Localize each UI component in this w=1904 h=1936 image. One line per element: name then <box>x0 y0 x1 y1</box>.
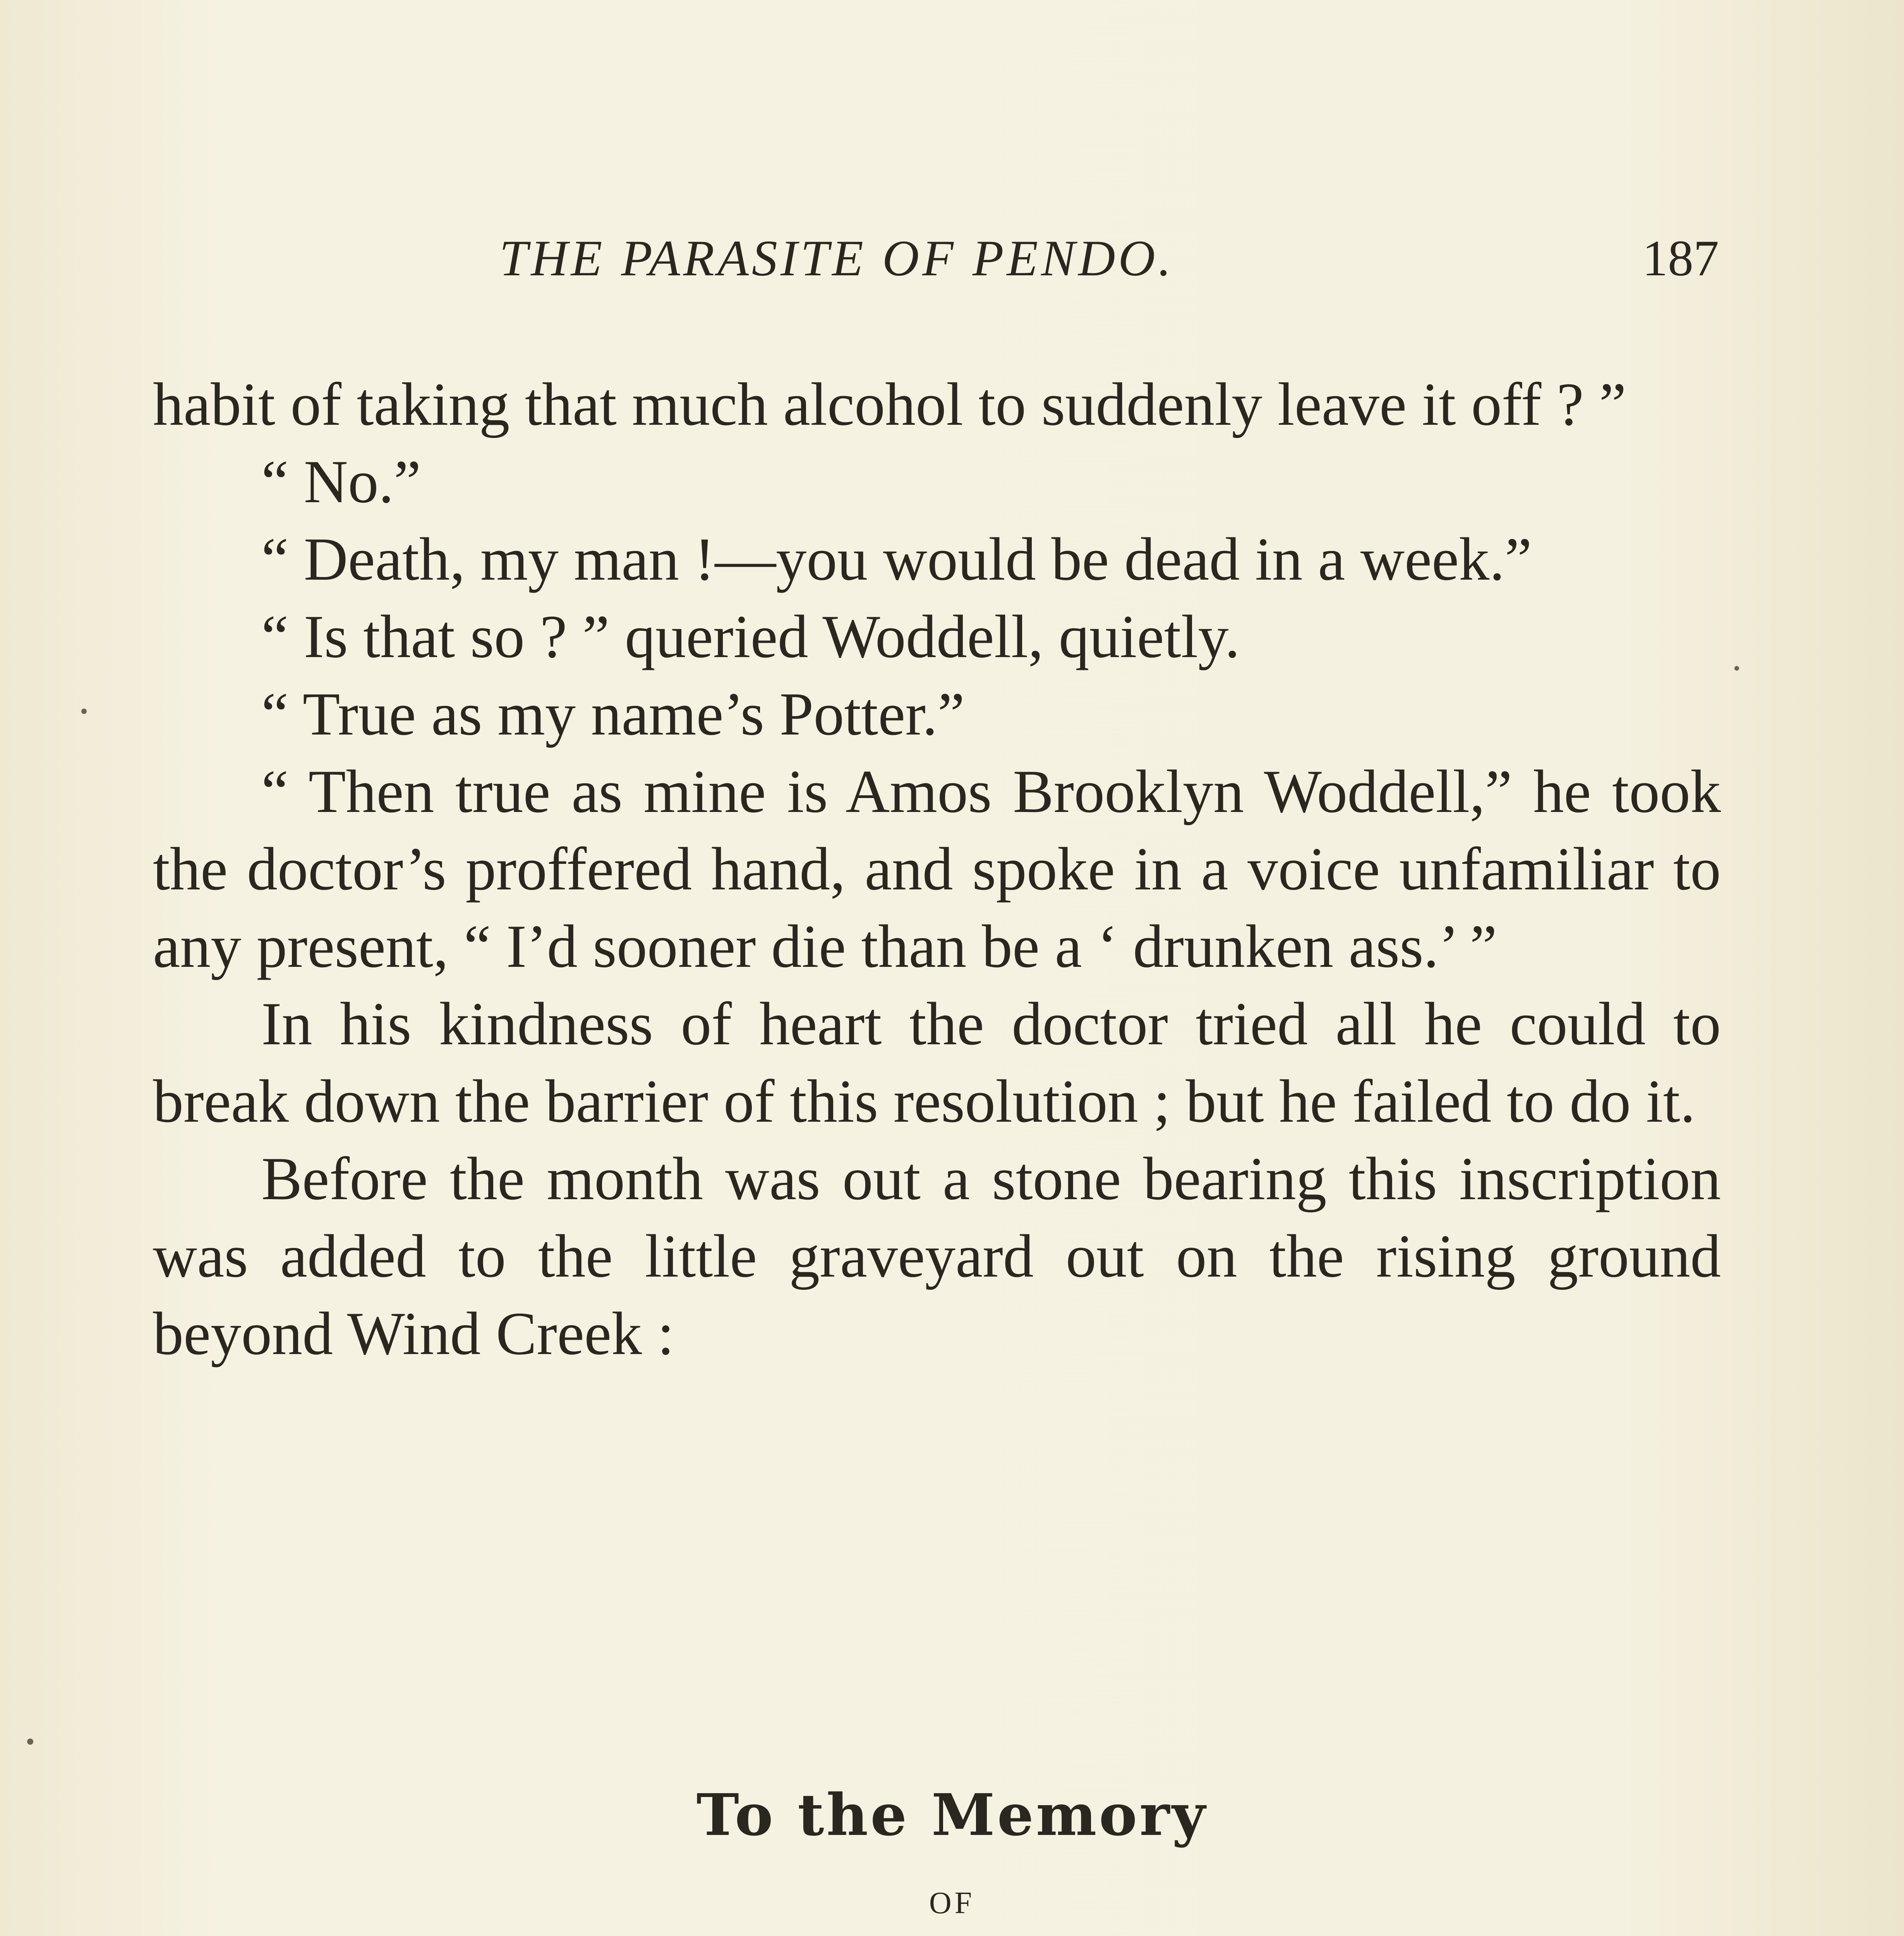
paragraph: In his kindness of heart the doctor tried all he could to break down the barrier of this resolution ; but he failed to do it. <box>153 990 1721 1135</box>
body-text <box>153 366 1721 1373</box>
epitaph-of: OF <box>929 1886 975 1920</box>
epitaph-heading: To the Memory <box>696 1781 1208 1848</box>
paper-speck <box>27 1739 33 1745</box>
paragraph: Before the month was out a stone bearing this inscription was added to the little graveyard out on the rising ground beyond Wind Creek : <box>153 1145 1721 1368</box>
paper-speck <box>81 709 87 714</box>
page-number: 187 <box>1642 230 1719 287</box>
running-head <box>499 228 1719 287</box>
running-title: THE PARASITE OF PENDO. <box>499 230 1174 287</box>
paragraph: “ True as my name’s Potter.” <box>261 680 965 748</box>
paragraph: “ Death, my man !—you would be dead in a week.” <box>261 525 1532 593</box>
paragraph: “ Then true as mine is Amos Brooklyn Woddell,” he took the doctor’s proffered hand, and spoke in a voice unfamiliar to any present, “ I’d sooner die than be a ‘ drunken ass.’ ” <box>153 758 1721 980</box>
paragraph: “ No.” <box>261 448 421 516</box>
paragraph: “ Is that so ? ” queried Woddell, quietly. <box>261 603 1240 671</box>
paper-speck <box>1734 666 1739 671</box>
paragraph: habit of taking that much alcohol to suddenly leave it off ? ” <box>153 371 1626 438</box>
